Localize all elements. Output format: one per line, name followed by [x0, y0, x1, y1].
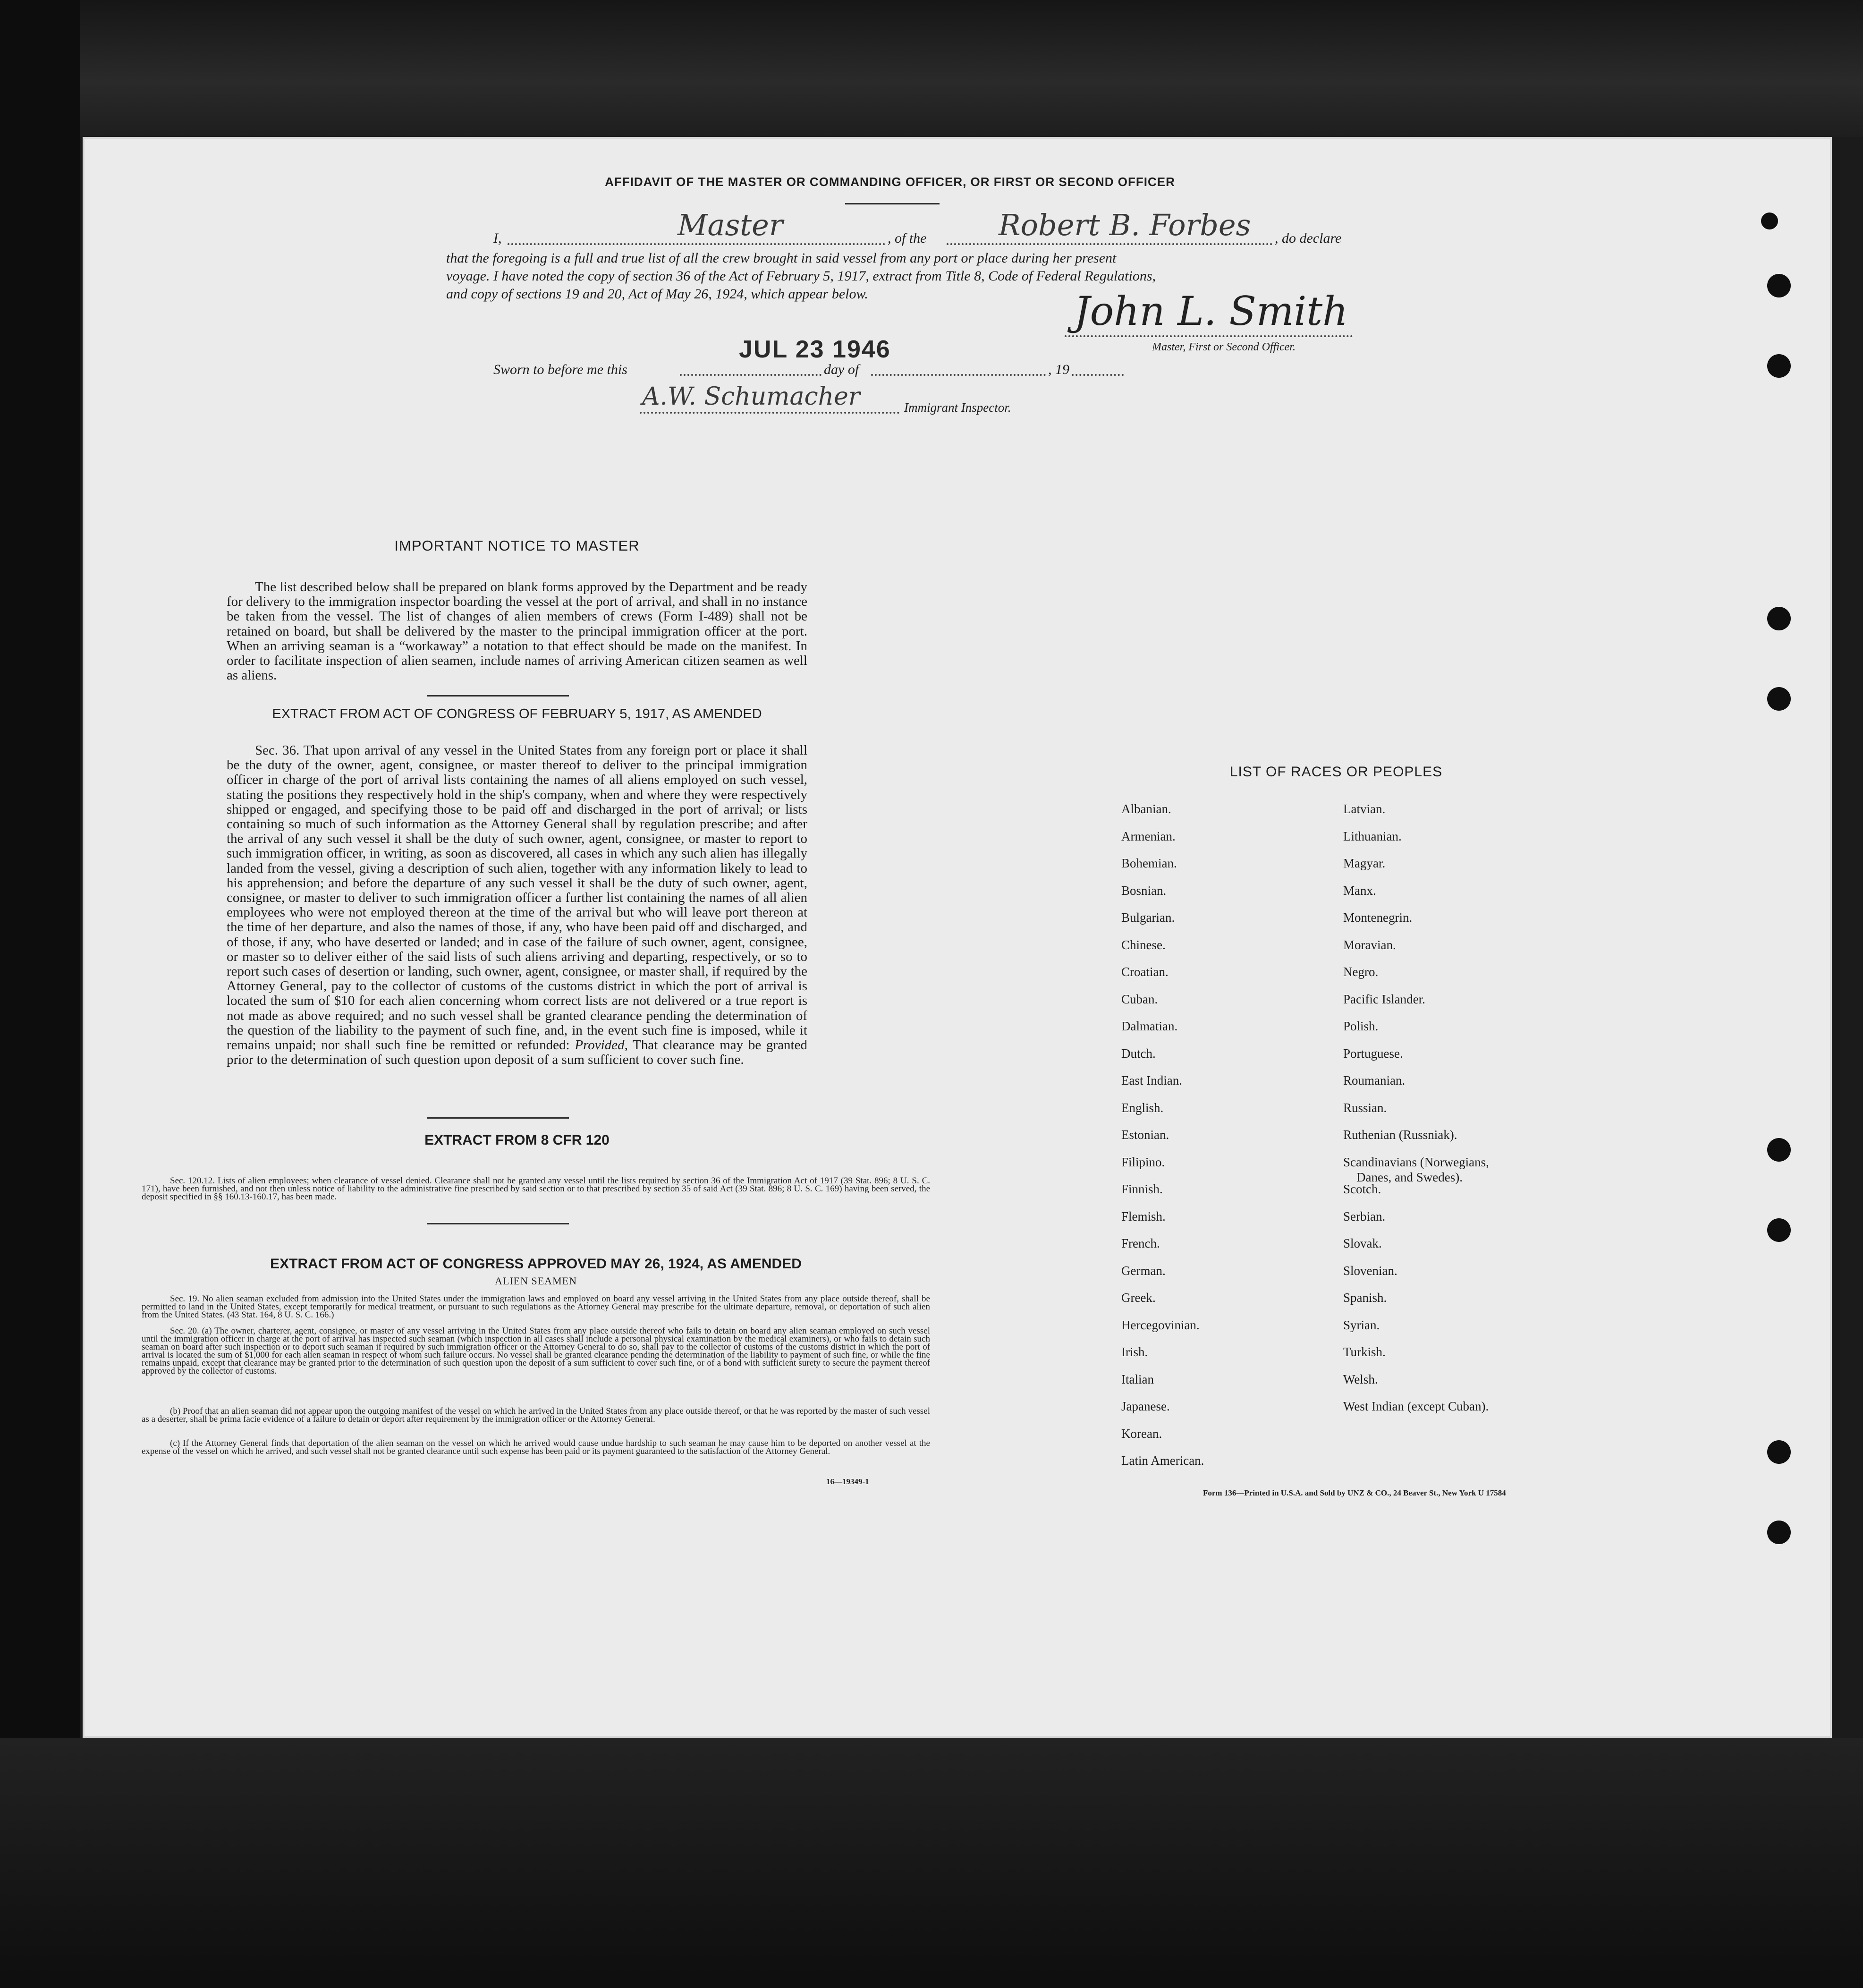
- sec-36-text-end: That clearance may be granted prior to the determination of such question upon deposit of a sum sufficient to cover such fine.: [227, 1037, 807, 1068]
- race-item: Lithuanian.: [1343, 829, 1402, 843]
- race-item: Croatian.: [1121, 965, 1169, 979]
- race-item: Pacific Islander.: [1343, 992, 1425, 1006]
- race-item: Irish.: [1121, 1345, 1148, 1359]
- name-line: [508, 243, 885, 245]
- race-item: Japanese.: [1121, 1399, 1170, 1413]
- races-title: LIST OF RACES OR PEOPLES: [1229, 764, 1443, 780]
- race-item: Moravian.: [1343, 937, 1396, 952]
- punch-hole-icon: [1767, 274, 1791, 297]
- race-item: Negro.: [1343, 965, 1379, 979]
- inspector-caption: Immigrant Inspector.: [904, 400, 1011, 415]
- i-label: I,: [493, 230, 502, 246]
- race-item: Dutch.: [1121, 1046, 1156, 1061]
- race-item: Greek.: [1121, 1291, 1156, 1305]
- sec-19-text: Sec. 19. No alien seaman excluded from admission into the United States under the immigration laws and employed on board any vessel arriving in the United States from any place outside thereof, shall be permitted to land in the United States, except temporarily for medical treatment, or pursuant to such regulations as the Attorney General may prescribe for the ultimate departure, removal, or deportation of such alien from the United States. (43 Stat. 164, 8 U. S. C. 166.): [142, 1294, 930, 1320]
- do-declare-label: , do declare: [1275, 230, 1342, 246]
- race-item: Flemish.: [1121, 1209, 1166, 1223]
- race-item: Serbian.: [1343, 1209, 1386, 1223]
- film-border-left: [0, 0, 80, 1988]
- race-item: Slovenian.: [1343, 1263, 1397, 1278]
- of-the-label: , of the: [888, 230, 927, 246]
- race-item: Chinese.: [1121, 937, 1166, 952]
- race-item: German.: [1121, 1263, 1166, 1278]
- race-item: Magyar.: [1343, 856, 1386, 870]
- document-sheet: [83, 137, 1832, 1738]
- race-item: Ruthenian (Russniak).: [1343, 1128, 1457, 1142]
- race-item: English.: [1121, 1100, 1164, 1115]
- sec-36-label: Sec. 36.: [255, 743, 300, 758]
- notice-title: IMPORTANT NOTICE TO MASTER: [394, 537, 640, 554]
- race-item: Cuban.: [1121, 992, 1158, 1006]
- race-item: Armenian.: [1121, 829, 1176, 843]
- race-item: West Indian (except Cuban).: [1343, 1399, 1489, 1413]
- race-item: Latvian.: [1343, 802, 1386, 816]
- extract-cfr-body: Sec. 120.12. Lists of alien employees; when clearance of vessel denied. Clearance shall not be granted any vessel until the lists required by section 36 of the Immigration Act of 1917 (39 Stat. 896; 8 U. S. C. 171), have been furnished, and not then unless notice of liability to the administrative fine prescribed by said section or to that prescribed by section 35 of said Act (39 Stat. 896; 8 U. S. C. 169) having been served, the deposit specified in §§ 160.13-160.17, has been made.: [142, 1176, 930, 1202]
- inspector-signature: A.W. Schumacher: [642, 382, 860, 411]
- race-item: Montenegrin.: [1343, 910, 1413, 925]
- name-value: Master: [677, 208, 783, 242]
- vessel-name-value: Robert B. Forbes: [999, 208, 1251, 242]
- affidavit-title: AFFIDAVIT OF THE MASTER OR COMMANDING OFFICER, OR FIRST OR SECOND OFFICER: [605, 175, 1175, 189]
- race-item: Bulgarian.: [1121, 910, 1175, 925]
- notice-body: The list described below shall be prepared on blank forms approved by the Department and be ready for delivery to the immigration inspector boarding the vessel at the port of arrival, and shall in no instance be taken from the vessel. The list of changes of alien members of crews (Form I-489) shall not be retained on board, but shall be delivered by the master to the principal immigration officer at the port. When an arriving seaman is a “workaway” a notation to that effect should be made on the manifest. In order to facilitate inspection of alien seamen, include names of arriving American citizen seamen as well as aliens.: [227, 579, 807, 683]
- race-item: Bohemian.: [1121, 856, 1177, 870]
- extract-cfr-title: EXTRACT FROM 8 CFR 120: [424, 1132, 610, 1148]
- day-of-label: day of: [824, 362, 859, 377]
- signature-line: [1065, 335, 1353, 337]
- affidavit-line-4: and copy of sections 19 and 20, Act of May 26, 1924, which appear below.: [446, 286, 868, 302]
- sworn-year-line: [1072, 374, 1124, 376]
- extract-1917-title: EXTRACT FROM ACT OF CONGRESS OF FEBRUARY 5, 1917, AS AMENDED: [272, 706, 762, 722]
- race-item: Albanian.: [1121, 802, 1171, 816]
- race-item: Turkish.: [1343, 1345, 1386, 1359]
- race-item: French.: [1121, 1236, 1160, 1250]
- form-number: 16—19349-1: [826, 1477, 869, 1486]
- affidavit-line-3: voyage. I have noted the copy of section 36 of the Act of February 5, 1917, extract from Title 8, Code of Federal Regulations,: [446, 268, 1156, 284]
- race-item: Spanish.: [1343, 1291, 1387, 1305]
- race-item: Latin American.: [1121, 1453, 1204, 1468]
- sworn-month-line: [871, 374, 1046, 376]
- race-item: Filipino.: [1121, 1155, 1165, 1169]
- punch-hole-icon: [1761, 212, 1778, 229]
- punch-hole-icon: [1767, 1521, 1791, 1544]
- race-item: Finnish.: [1121, 1182, 1163, 1196]
- divider: [427, 695, 569, 697]
- divider: [845, 203, 940, 204]
- race-item: Bosnian.: [1121, 883, 1167, 898]
- sworn-label: Sworn to before me this: [493, 362, 627, 377]
- punch-hole-icon: [1767, 1440, 1791, 1464]
- sworn-day-line: [680, 374, 821, 376]
- film-border-top: [0, 0, 1863, 137]
- extract-1924-subtitle: ALIEN SEAMEN: [495, 1275, 577, 1287]
- race-item: Portuguese.: [1343, 1046, 1403, 1061]
- film-border-bottom: [0, 1738, 1863, 1988]
- extract-1917-body: [227, 743, 807, 1067]
- race-item: Polish.: [1343, 1019, 1379, 1033]
- race-item: Scotch.: [1343, 1182, 1381, 1196]
- provided-label: Provided,: [575, 1037, 628, 1053]
- race-item: Estonian.: [1121, 1128, 1169, 1142]
- sec-36-text: That upon arrival of any vessel in the United States from any foreign port or place it shall be the duty of the owner, agent, consignee, or master thereof to deliver to the principal immigration officer in charge of the port of arrival lists containing the names of all aliens employed on such vessel, stating the positions they respectively hold in the ship's company, when and where they were respectively shipped or engaged, and specifying those to be paid off and discharged in the port of arrival; or lists containing so much of such information as the Attorney General shall by regulation prescribe; and after the arrival of any such vessel it shall be the duty of such owner, agent, consignee, or master to report to such immigration officer, in writing, as soon as discovered, all cases in which any such alien has illegally landed from the vessel, giving a description of such alien, together with any information likely to lead to his apprehension; and before the departure of any such vessel it shall be the duty of such owner, agent, consignee, or master to deliver to such immigration officer a further list containing the names of all alien employees who were not employed thereon at the time of the arrival but who will leave port thereon at the time of her departure, and also the names of those, if any, who have been paid off and discharged, and of those, if any, who have deserted or landed; and in case of the failure of such owner, agent, consignee, or master so to deliver either of the said lists of such aliens arriving and departing, respectively, or so to report such cases of desertion or landing, such owner, agent, consignee, or master shall, if required by the Attorney General, pay to the collector of customs of the customs district in which the port of arrival is located the sum of $10 for each alien concerning whom correct lists are not delivered or a true report is not made as above required; and no such vessel shall be granted clearance pending the determination of the question of the liability to the payment of such fine, and, in the event such fine is imposed, while it remains unpaid; nor shall such fine be remitted or refunded:: [227, 743, 807, 1053]
- affidavit-line-2: that the foregoing is a full and true list of all the crew brought in said vessel from any port or place during her present: [446, 250, 1117, 266]
- race-item: East Indian.: [1121, 1073, 1182, 1087]
- form-footer: Form 136—Printed in U.S.A. and Sold by UNZ & CO., 24 Beaver St., New York U 17584: [1203, 1488, 1506, 1497]
- race-item: Syrian.: [1343, 1317, 1380, 1332]
- extract-1924-title: EXTRACT FROM ACT OF CONGRESS APPROVED MAY 26, 1924, AS AMENDED: [270, 1256, 802, 1272]
- sec-20c-text: (c) If the Attorney General finds that deportation of the alien seaman on the vessel on which he arrived would cause undue hardship to such seaman he may cause him to be deported on another vessel at the expense of the vessel on which he arrived, and such vessel shall not be granted clearance until such expense has been paid or its payment guaranteed to the satisfaction of the Attorney General.: [142, 1438, 930, 1456]
- sec-20b-text: (b) Proof that an alien seaman did not appear upon the outgoing manifest of the vessel on which he arrived in the United States from any place outside thereof, or that he was reported by the master of such vessel as a deserter, shall be prima facie evidence of a failure to detain or deport after requirement by the immigration officer or the Attorney General.: [142, 1406, 930, 1424]
- divider: [427, 1223, 569, 1224]
- race-item: Dalmatian.: [1121, 1019, 1178, 1033]
- date-stamp: JUL 23 1946: [739, 336, 891, 363]
- race-item: Manx.: [1343, 883, 1376, 898]
- divider: [427, 1117, 569, 1119]
- race-item: Korean.: [1121, 1426, 1162, 1441]
- race-item: Russian.: [1343, 1100, 1387, 1115]
- race-item: Hercegovinian.: [1121, 1317, 1200, 1332]
- race-item: Roumanian.: [1343, 1073, 1406, 1087]
- punch-hole-icon: [1767, 687, 1791, 711]
- master-signature: John L. Smith: [1074, 288, 1348, 334]
- punch-hole-icon: [1767, 607, 1791, 630]
- inspector-line: [640, 412, 899, 414]
- year-label: , 19: [1048, 362, 1069, 377]
- signature-caption: Master, First or Second Officer.: [1152, 341, 1296, 353]
- race-item: Danes, and Swedes).: [1356, 1170, 1463, 1184]
- race-item: Scandinavians (Norwegians,: [1343, 1155, 1489, 1169]
- race-item: Italian: [1121, 1372, 1154, 1386]
- punch-hole-icon: [1767, 1218, 1791, 1242]
- punch-hole-icon: [1767, 1138, 1791, 1162]
- race-item: Welsh.: [1343, 1372, 1378, 1386]
- punch-hole-icon: [1767, 354, 1791, 378]
- vessel-line: [947, 243, 1272, 245]
- sec-20a-text: Sec. 20. (a) The owner, charterer, agent, consignee, or master of any vessel arriving in the United States from any place outside thereof who fails to detain on board any alien seaman employed on such vessel until the immigration officer in charge at the port of arrival has inspected such seaman (which inspection in all cases shall include a personal physical examination by the medical examiners), or who fails to detain such seaman on board after such inspection or to deport such seaman if required by such immigration officer or the Attorney General to do so, shall pay to the collector of customs of the customs district in which the port of arrival is located the sum of $1,000 for each alien seaman in respect of whom such failure occurs. No vessel shall be granted clearance pending the determination of the liability to payment of such fine, or while the fine remains unpaid, except that clearance may be granted prior to the determination of such question upon the deposit of a sum sufficient to cover such fine, or of a bond with sufficient surety to secure the payment thereof approved by the collector of customs.: [142, 1326, 930, 1376]
- race-item: Slovak.: [1343, 1236, 1382, 1250]
